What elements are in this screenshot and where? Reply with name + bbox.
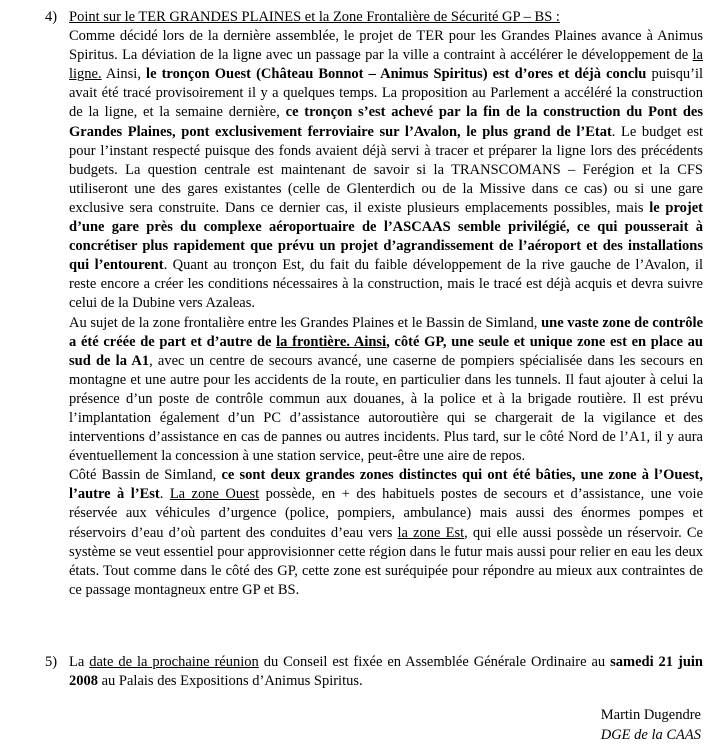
signatory-name: Martin Dugendre — [600, 707, 701, 723]
bold-text-run: ce tronçon s’est achevé par la fin de la construction du Pont des Grandes Plaines, pont exclusivement ferroviaire sur l’Avalon, le plus grand de l’Etat — [69, 104, 703, 140]
bold-text-run: ce sont deux grandes zones distinctes qui ont été bâties, une zone à l’Ouest, l’autre à l’Est — [69, 467, 703, 503]
underlined-text-run: date de la prochaine réunion — [89, 654, 259, 670]
bold-text-run: , côté GP, une seule et unique zone est en place au sud de la A1 — [69, 333, 703, 369]
text-run: , avec un centre de secours avancé, une caserne de pompiers spécialisée dans les secours en montagne et une autre pour les accidents de la route, en particulier dans les tunnels. Il faut ajouter à celui la présence d’un poste de contrôle commun aux douanes, à la police et à la brigade routière. Il est prévu l’implantation également d’un PC d’assistance autoroutière qui se chargerait de la vigilance et des interventions d’assistance en cas de pannes ou autres incidents. Plus tard, sur le côté Nord de l’A1, il y aura éventuellement la concession à une station service, peut-être une aire de repos. — [69, 352, 703, 465]
item-number: 5) — [45, 654, 58, 670]
underlined-text-run: la ligne. — [69, 47, 703, 83]
text-run: Au sujet de la zone frontalière entre les Grandes Plaines et le Bassin de Simland, — [69, 314, 542, 331]
bold-text-run: une vaste zone de contrôle a été créée de part et d’autre de — [69, 314, 704, 350]
text-run: puisqu’il avait été tracé provisoirement il y a quelques temps. La proposition au Parlement a accéléré la construction de la ligne, et la semaine dernière, — [69, 66, 703, 121]
text-run: au Palais des Expositions d’Animus Spiritus. — [98, 673, 363, 690]
text-run: . Quant au tronçon Est, du fait du faible développement de la rive gauche de l’Avalon, il reste encore a créer les conditions nécessaires à la construction, mais le tracé est déjà acquis et devra suivre celui de la Dubine vers Azaleas. — [69, 257, 704, 312]
text-run: Comme décidé lors de la dernière assemblée, le projet de TER pour les Grandes Plaines avance à Animus Spiritus. La déviation de la ligne avec un passage par la ville a contraint à accélérer le développement de — [69, 28, 703, 64]
bold-text-run: la frontière. Ainsi — [276, 333, 387, 350]
text-run: Côté Bassin de Simland, — [69, 467, 222, 484]
underlined-text-run: la zone Est — [397, 524, 465, 541]
paragraph-zone-bs — [69, 466, 703, 600]
paragraph-zone-gp — [69, 314, 703, 467]
signature-block — [601, 705, 701, 745]
text-run: du Conseil est fixée en Assemblée Générale Ordinaire au — [258, 654, 611, 670]
text-run: possède, en + des habituels postes de secours et d’assistance, une voie réservée aux véhicules d’urgence (police, pompiers, ambulance) mais aussi des énormes pompes et réservoirs d’eau d’où partent des conduites d’eau vers — [69, 486, 704, 541]
text-run: . Le budget est pour l’instant respecté puisque des fonds avaient déjà servi à tracer et préparer la ligne lors des précédents budgets. La question centrale est maintenant de savoir si la TRANSCOMANS – Ferégion et la CFS utiliseront une des gares existantes (celle de Glenterdich ou de la Missive dans ce cas) ou si une gare exclusive sera construite. Dans ce dernier cas, il existe plusieurs emplacements possibles, mais — [69, 123, 703, 216]
item-title: Point sur le TER GRANDES PLAINES et la Zone Frontalière de Sécurité GP – BS : — [69, 9, 560, 25]
item-body — [69, 653, 703, 691]
item-body — [69, 8, 703, 600]
bold-text-run: le projet d’une gare près du complexe aéroportuaire de l’ASCAAS semble privilégié, ce qui pousserait à concrétiser plus rapidement que prévu un projet d’agrandissement de l’aéroport et des installations qui l’entourent — [69, 199, 703, 274]
text-run: Ainsi, — [101, 66, 147, 83]
bold-text-run: le tronçon Ouest (Château Bonnot – Animus Spiritus) est d’ores et déjà conclu — [146, 66, 647, 83]
text-run: La — [69, 654, 90, 670]
signatory-role: DGE de la CAAS — [600, 727, 701, 743]
item-number: 4) — [45, 9, 58, 25]
text-run: . — [159, 486, 170, 503]
paragraph-ter — [69, 27, 703, 313]
bold-text-run: samedi 21 juin 2008 — [69, 654, 703, 690]
underlined-text-run: La zone Ouest — [169, 486, 260, 503]
paragraph-next-meeting — [69, 653, 703, 691]
text-run: , qui elle aussi possède un réservoir. Ce système se veut essentiel pour approvisionner cette région dans le futur mais aussi pour relier en eau les deux états. Tout comme dans le côté des GP, cette zone est suréquipée pour répondre au mieux aux contraintes de ce passage montagneux entre GP et BS. — [69, 524, 703, 598]
